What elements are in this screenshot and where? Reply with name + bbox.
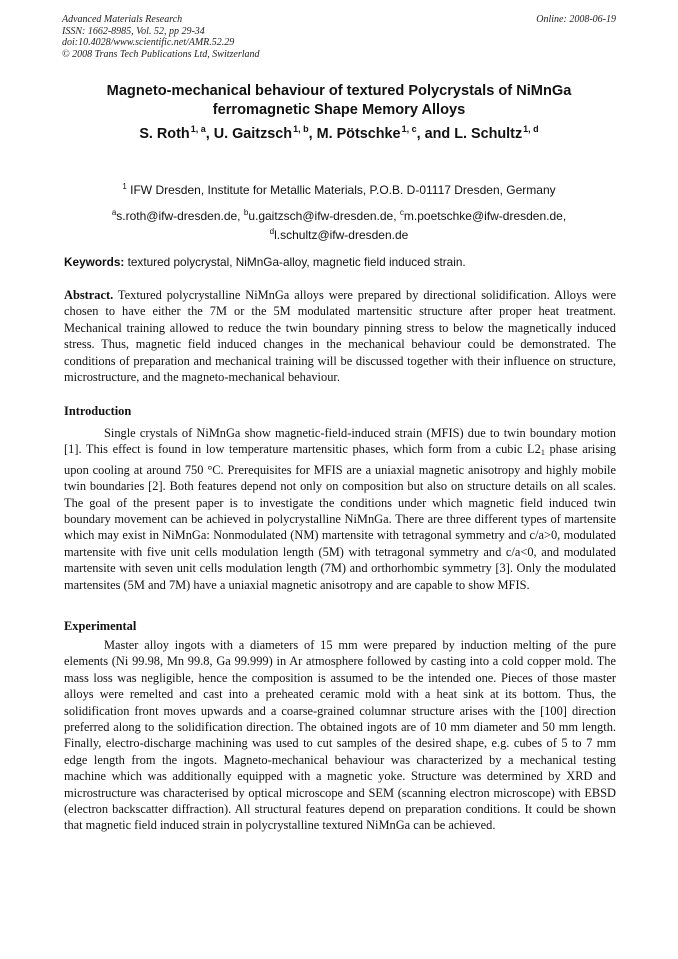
paper-title [40, 82, 638, 120]
author-name: U. Gaitzsch [213, 126, 293, 142]
author-sup: 1, c [401, 124, 417, 134]
title-line-1: Magneto-mechanical behaviour of textured Polycrystals of NiMnGa [106, 83, 572, 99]
affiliation-sup: 1 [122, 182, 127, 191]
author-sup: 1, a [190, 124, 206, 134]
keywords [64, 255, 616, 269]
keywords-text: textured polycrystal, NiMnGa-alloy, magnetic field induced strain. [124, 255, 466, 269]
title-line-2: ferromagnetic Shape Memory Alloys [212, 102, 466, 118]
section-heading-introduction: Introduction [64, 404, 132, 418]
abstract-text: Textured polycrystalline NiMnGa alloys were prepared by directional solidification. Alloys were chosen to have either the 7M or the 5M modulated martensitic structure after proper heat treatment. Mechanical training allowed to reduce the twin boundary pinning stress to below the magnetically induced stress. Thus, magnetic field induced changes in the mechanical behaviour could be demonstrated. The conditions of preparation and mechanical training will be discussed together with their influence on structure, microstructure, and the magneto-mechanical behaviour. [64, 288, 616, 385]
author-separator: , [205, 126, 214, 142]
author-name: M. Pötschke [316, 126, 401, 142]
intro-text-a: Single crystals of NiMnGa show magnetic-field-induced strain (MFIS) due to twin boundary motion [1]. This effect is found in low temperature martensitic phases, which form from a cubic L2 [64, 426, 616, 457]
journal-header [62, 14, 260, 60]
keywords-label: Keywords: [64, 255, 125, 269]
abstract-label: Abstract. [64, 288, 114, 302]
abstract [64, 287, 616, 385]
author-name: L. Schultz [454, 126, 523, 142]
author-separator: , [308, 126, 317, 142]
author-sup: 1, b [293, 124, 309, 134]
doi-line: doi:10.4028/www.scientific.net/AMR.52.29 [62, 37, 235, 48]
email-list [40, 205, 638, 243]
affiliation [40, 182, 638, 197]
journal-name: Advanced Materials Research [62, 14, 183, 25]
email-sup: d [269, 227, 275, 236]
email-link[interactable]: m.poetschke@ifw-dresden.de, [403, 209, 567, 223]
section-heading-experimental: Experimental [64, 619, 137, 633]
author-name: S. Roth [139, 126, 190, 142]
email-sup: b [243, 208, 249, 217]
author-separator: , and [416, 126, 455, 142]
email-link[interactable]: u.gaitzsch@ifw-dresden.de, [248, 209, 400, 223]
issn-line: ISSN: 1662-8985, Vol. 52, pp 29-34 [62, 25, 205, 37]
intro-subscript: 1 [540, 448, 545, 458]
introduction-paragraph [64, 425, 616, 593]
intro-text-b: phase arising upon cooling at around 750 °C. Prerequisites for MFIS are a uniaxial magnetic anisotropy and highly mobile twin boundaries [2]. Both features depend not only on composition but also on structure details on all scales. The goal of the present paper is to investigate the conditions under which magnetic field induced twin boundary movement can be achieved in polycrystalline NiMnGa. There are three different types of martensite which may exist in NiMnGa: Nonmodulated (NM) martensite with tetragonal symmetry and c/a>0, modulated martensite with five unit cells modulation length (5M) with tetragonal symmetry and c/a<0, and modulated martensite with seven unit cells modulation length (7M) and orthorhombic symmetry [3]. Only the modulated martensites (5M and 7M) have a uniaxial magnetic anisotropy and are capable to show MFIS. [64, 442, 616, 592]
experimental-paragraph: Master alloy ingots with a diameters of 15 mm were prepared by induction melting of the pure elements (Ni 99.98, Mn 99.8, Ga 99.999) in Ar atmosphere followed by casting into a cold copper mold. The mass loss was negligible, hence the composition is assumed to be the intended one. Pieces of those master alloys were remelted and cast into a preheated ceramic mold with a heat sink at its bottom. Thus, the solidification front moves upwards and a coarse-grained columnar structure arises with the [100] direction preferred along to the solidification direction. The obtained ingots are of 10 mm diameter and 50 mm length. Finally, electro-discharge machining was used to cut samples of the desired shape, e.g. cubes of 5 to 7 mm edge length from the ingots. Magneto-mechanical behaviour was characterized by a mechanical testing machine which was additionally equipped with a magnetic yoke. Structure was determined by XRD and microstructure was characterised by optical microscope and SEM (scanning electron microscope) with EBSD (electron backscatter diffraction). All structural features depend on preparation conditions. It could be shown that magnetic field induced strain in polycrystalline textured NiMnGa can be achieved. [64, 638, 616, 833]
author-sup: 1, d [523, 124, 539, 134]
email-sup: c [399, 208, 404, 217]
copyright-line: © 2008 Trans Tech Publications Ltd, Switzerland [62, 48, 260, 60]
email-link[interactable]: l.schultz@ifw-dresden.de [274, 228, 409, 242]
email-sup: a [111, 208, 117, 217]
affiliation-text: IFW Dresden, Institute for Metallic Materials, P.O.B. D-01117 Dresden, Germany [130, 183, 556, 197]
email-link[interactable]: s.roth@ifw-dresden.de, [116, 209, 244, 223]
author-list [40, 124, 638, 142]
online-date: Online: 2008-06-19 [536, 14, 616, 25]
